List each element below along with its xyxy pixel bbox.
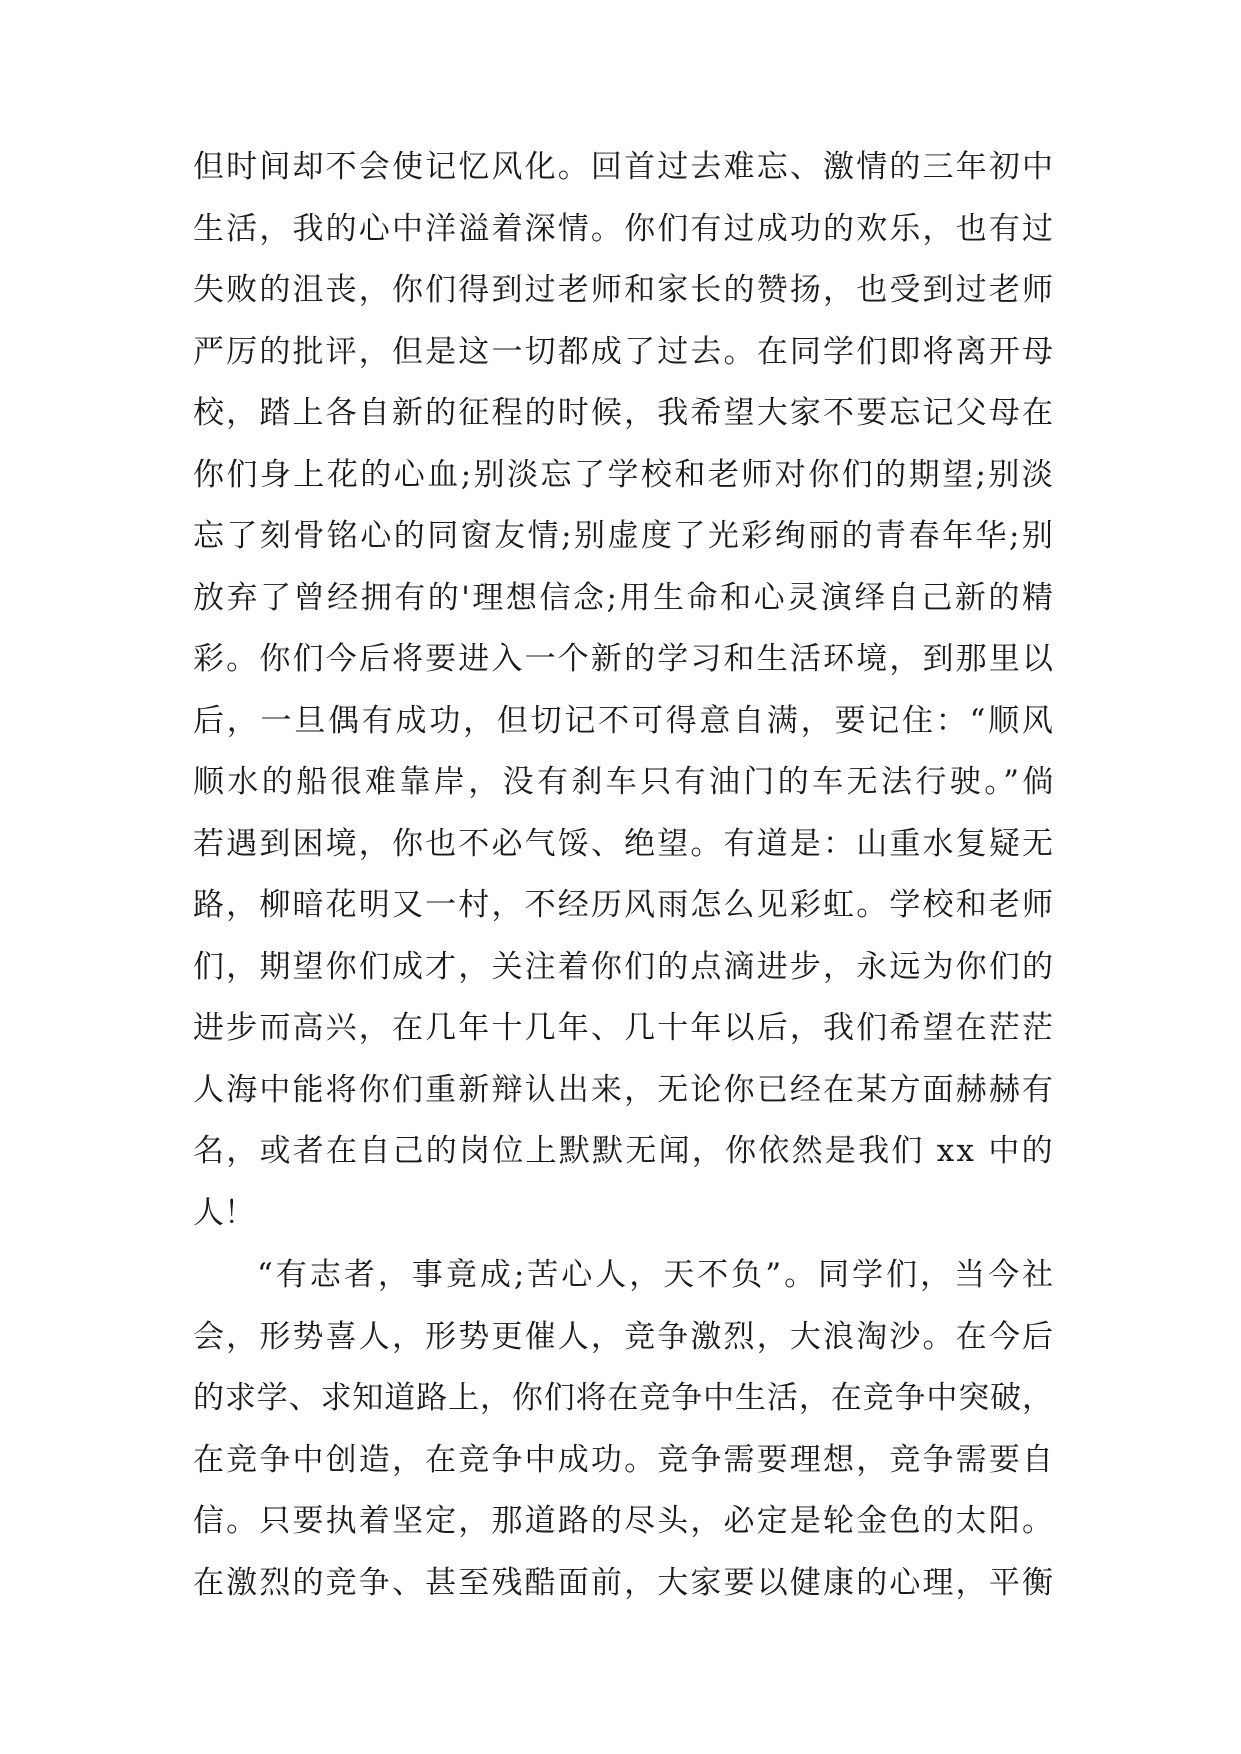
paragraph-line: 在激烈的竞争、甚至残酷面前，大家要以健康的心理，平衡	[193, 1564, 1056, 1601]
paragraph-line: 但时间却不会使记忆风化。回首过去难忘、激情的三年初中	[193, 149, 1056, 185]
paragraph-line: 后，一旦偶有成功，但切记不可得意自满，要记住：“顺风	[193, 702, 1056, 739]
paragraph-line: “有志者，事竟成;苦心人，天不负”。同学们，当今社	[257, 1257, 1057, 1293]
paragraph-line: 名，或者在自己的岗位上默默无闻，你依然是我们 xx 中的	[193, 1133, 1055, 1169]
paragraph-line: 们，期望你们成才，关注着你们的点滴进步，永远为你们的	[193, 948, 1056, 985]
paragraph-line: 忘了刻骨铭心的同窗友情;别虚度了光彩绚丽的青春年华;别	[193, 518, 1056, 554]
paragraph-line: 进步而高兴，在几年十几年、几十年以后，我们希望在茫茫	[193, 1010, 1056, 1046]
paragraph-line: 若遇到困境，你也不必气馁、绝望。有道是：山重水复疑无	[193, 825, 1056, 862]
paragraph-2	[193, 1245, 1057, 1614]
paragraph-line: 的求学、求知道路上，你们将在竞争中生活，在竞争中突破，	[193, 1380, 1054, 1416]
paragraph-line: 严厉的批评，但是这一切都成了过去。在同学们即将离开母	[193, 333, 1056, 370]
paragraph-line: 路，柳暗花明又一村，不经历风雨怎么见彩虹。学校和老师	[193, 887, 1056, 923]
paragraph-line: 信。只要执着坚定，那道路的尽头，必定是轮金色的太阳。	[193, 1503, 1056, 1539]
paragraph-line: 人海中能将你们重新辩认出来，无论你已经在某方面赫赫有	[193, 1071, 1056, 1108]
paragraph-line: 人！	[193, 1194, 255, 1231]
paragraph-line: 你们身上花的心血;别淡忘了学校和老师对你们的期望;别淡	[193, 456, 1056, 493]
paragraph-1	[193, 137, 1057, 1244]
paragraph-line: 校，踏上各自新的征程的时候，我希望大家不要忘记父母在	[193, 395, 1056, 431]
paragraph-line: 生活，我的心中洋溢着深情。你们有过成功的欢乐，也有过	[193, 210, 1056, 247]
paragraph-line: 会，形势喜人，形势更催人，竞争激烈，大浪淘沙。在今后	[193, 1318, 1056, 1355]
paragraph-line: 失败的沮丧，你们得到过老师和家长的赞扬，也受到过老师	[193, 272, 1056, 308]
paragraph-line: 放弃了曾经拥有的'理想信念;用生命和心灵演绎自己新的精	[193, 579, 1056, 616]
paragraph-line: 在竞争中创造，在竞争中成功。竞争需要理想，竞争需要自	[193, 1441, 1056, 1478]
paragraph-line: 彩。你们今后将要进入一个新的学习和生活环境，到那里以	[193, 641, 1056, 677]
paragraph-line: 顺水的船很难靠岸，没有刹车只有油门的车无法行驶。”倘	[193, 764, 1057, 800]
